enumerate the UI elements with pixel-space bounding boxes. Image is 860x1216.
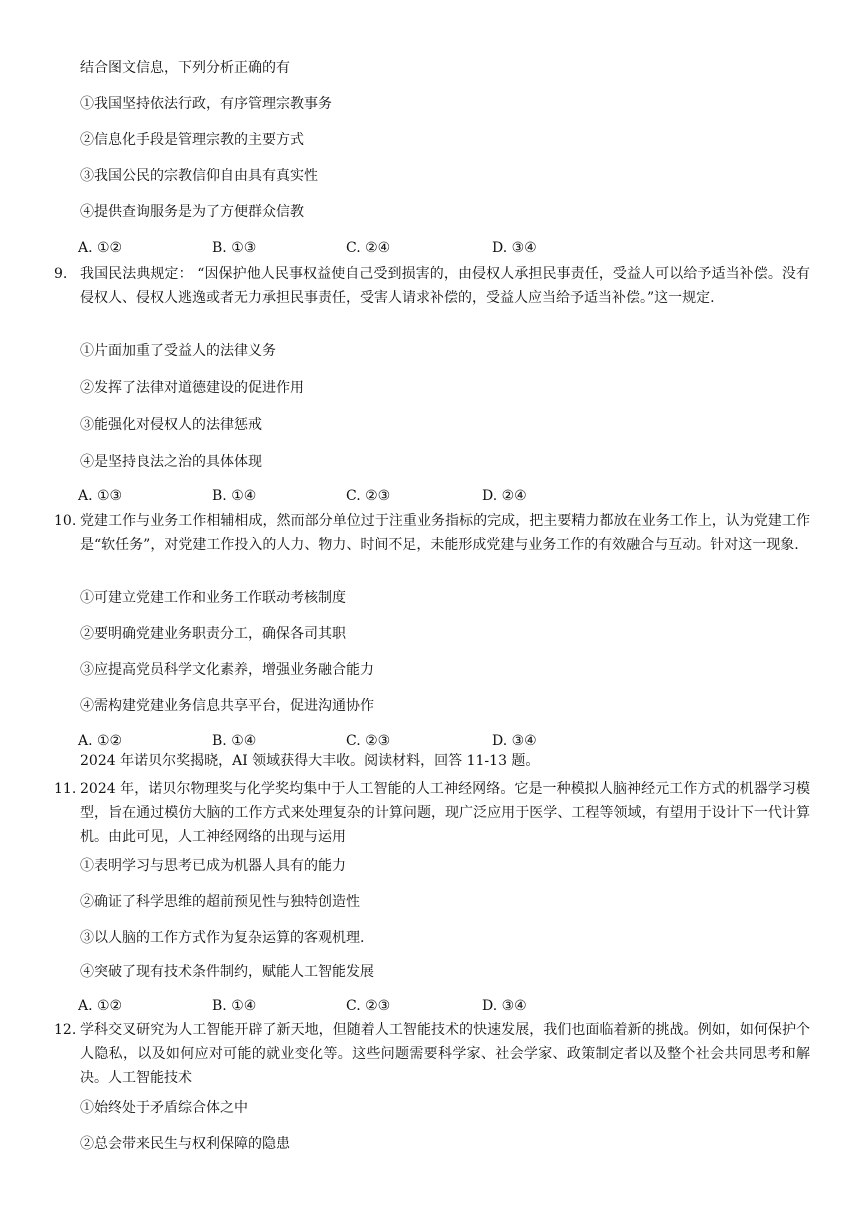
q9-number: 9. xyxy=(54,266,68,282)
q9-item-4: ④是坚持良法之治的具体体现 xyxy=(80,454,262,470)
q10-item-4: ④需构建党建业务信息共享平台，促进沟通协作 xyxy=(80,698,374,714)
q10-option-a[interactable]: A. ①② xyxy=(78,733,123,749)
q8-item-4: ④提供查询服务是为了方便群众信教 xyxy=(80,204,304,220)
q10-number: 10. xyxy=(54,513,77,529)
q11-option-b[interactable]: B. ①④ xyxy=(212,998,257,1014)
q9-option-a[interactable]: A. ①③ xyxy=(78,488,123,504)
q10-option-c[interactable]: C. ②③ xyxy=(346,733,391,749)
q8-option-d[interactable]: D. ③④ xyxy=(492,240,537,256)
q9-option-c[interactable]: C. ②③ xyxy=(346,488,391,504)
q10-option-b[interactable]: B. ①④ xyxy=(212,733,257,749)
q11-item-4: ④突破了现有技术条件制约，赋能人工智能发展 xyxy=(80,964,374,980)
q11-option-c[interactable]: C. ②③ xyxy=(346,998,391,1014)
q9-option-d[interactable]: D. ②④ xyxy=(482,488,527,504)
q8-item-2: ②信息化手段是管理宗教的主要方式 xyxy=(80,132,304,148)
q12-stem: 学科交叉研究为人工智能开辟了新天地，但随着人工智能技术的快速发展，我们也面临着新的挑战。例如，如何保护个人隐私，以及如何应对可能的就业变化等。这些问题需要科学家、社会学家、政策制定者以及整个社会共同思考和解决。人工智能技术 xyxy=(80,1022,810,1086)
q9-item-2: ②发挥了法律对道德建设的促进作用 xyxy=(80,380,304,396)
material-intro: 2024 年诺贝尔奖揭晓，AI 领域获得大丰收。阅读材料，回答 11-13 题。 xyxy=(80,753,540,769)
q11-option-a[interactable]: A. ①② xyxy=(78,998,123,1014)
q10-item-3: ③应提高党员科学文化素养，增强业务融合能力 xyxy=(80,662,374,678)
q8-option-a[interactable]: A. ①② xyxy=(78,240,123,256)
q11-item-2: ②确证了科学思维的超前预见性与独特创造性 xyxy=(80,894,360,910)
q9-stem: 我国民法典规定： “因保护他人民事权益使自己受到损害的，由侵权人承担民事责任，受益人可以给予适当补偿。没有侵权人、侵权人逃逸或者无力承担民事责任，受害人请求补偿的，受益人应当给予适当补偿。”这一规定. xyxy=(80,266,810,306)
q11-option-d[interactable]: D. ③④ xyxy=(482,998,527,1014)
q8-item-1: ①我国坚持依法行政，有序管理宗教事务 xyxy=(80,96,332,112)
q12-number: 12. xyxy=(54,1022,77,1038)
q9-option-b[interactable]: B. ①④ xyxy=(212,488,257,504)
q11-number: 11. xyxy=(54,781,77,797)
q10-item-2: ②要明确党建业务职责分工，确保各司其职 xyxy=(80,626,346,642)
q10-option-d[interactable]: D. ③④ xyxy=(492,733,537,749)
q10-item-1: ①可建立党建工作和业务工作联动考核制度 xyxy=(80,590,346,606)
q10-stem: 党建工作与业务工作相辅相成，然而部分单位过于注重业务指标的完成，把主要精力都放在业务工作上，认为党建工作是“软任务”，对党建工作投入的人力、物力、时间不足，未能形成党建与业务工作的有效融合与互动。针对这一现象. xyxy=(80,513,810,553)
q8-item-3: ③我国公民的宗教信仰自由具有真实性 xyxy=(80,168,318,184)
q12-item-1: ①始终处于矛盾综合体之中 xyxy=(80,1100,248,1116)
q8-option-b[interactable]: B. ①③ xyxy=(212,240,257,256)
q8-stem: 结合图文信息，下列分析正确的有 xyxy=(80,60,290,76)
q12-item-2: ②总会带来民生与权利保障的隐患 xyxy=(80,1136,290,1152)
q9-item-3: ③能强化对侵权人的法律惩戒 xyxy=(80,417,262,433)
q11-item-1: ①表明学习与思考已成为机器人具有的能力 xyxy=(80,858,346,874)
q9-item-1: ①片面加重了受益人的法律义务 xyxy=(80,343,276,359)
q11-stem: 2024 年，诺贝尔物理奖与化学奖均集中于人工智能的人工神经网络。它是一种模拟人脑神经元工作方式的机器学习模型，旨在通过模仿大脑的工作方式来处理复杂的计算问题，现广泛应用于医学、工程等领域，有望用于设计下一代计算机。由此可见，人工神经网络的出现与运用 xyxy=(80,781,810,845)
q11-item-3: ③以人脑的工作方式作为复杂运算的客观机理. xyxy=(80,930,365,946)
q8-option-c[interactable]: C. ②④ xyxy=(346,240,391,256)
